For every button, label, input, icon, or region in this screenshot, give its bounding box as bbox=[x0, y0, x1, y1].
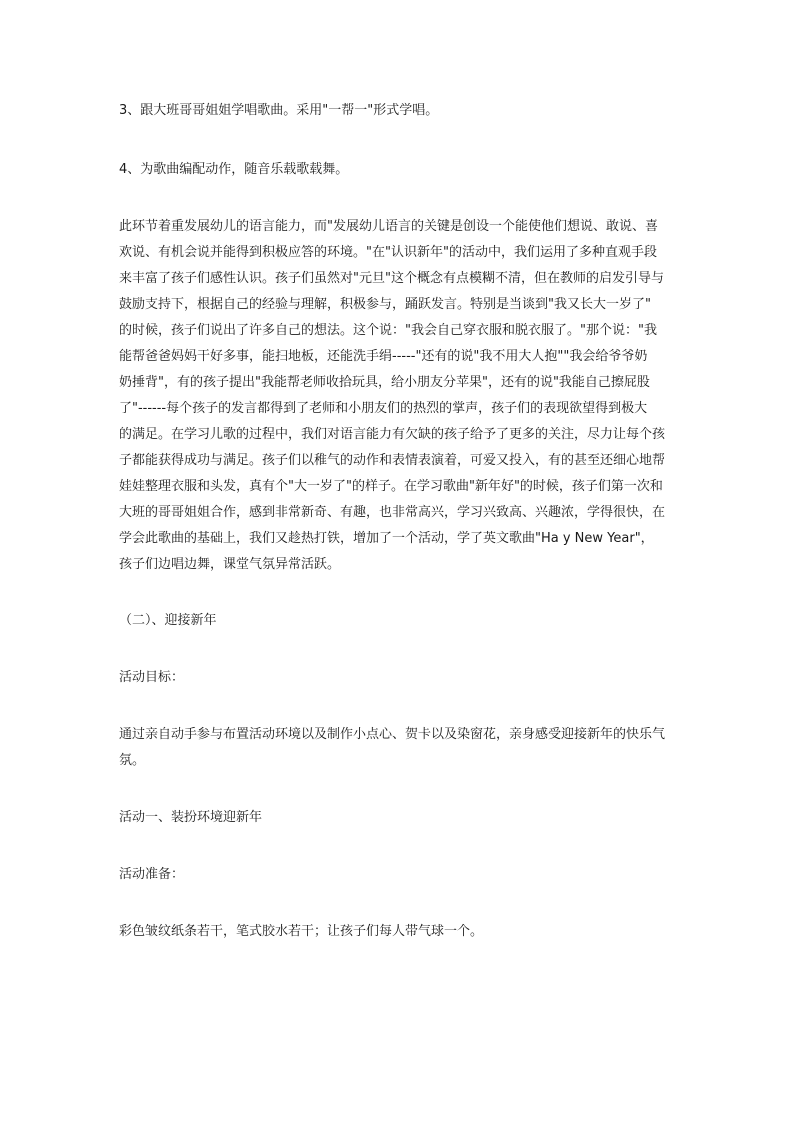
analysis-line: 的时候，孩子们说出了许多自己的想法。这个说："我会自己穿衣服和脱衣服了。"那个说："我 bbox=[119, 323, 657, 338]
analysis-line: 欢说、有机会说并能得到积极应答的环境。"在"认识新年"的活动中，我们运用了多种直观手段 bbox=[119, 245, 657, 260]
analysis-line: 了"------每个孩子的发言都得到了老师和小朋友们的热烈的掌声，孩子们的表现欲望得到极大 bbox=[119, 401, 648, 416]
prep-text: 彩色皱纹纸条若干，笔式胶水若干；让孩子们每人带气球一个。 bbox=[119, 924, 484, 939]
prep-label: 活动准备： bbox=[119, 867, 185, 882]
goal-line: 通过亲自动手参与布置活动环境以及制作小点心、贺卡以及染窗花，亲身感受迎接新年的快乐气 bbox=[119, 727, 666, 742]
analysis-line: 娃娃整理衣服和头发，真有个"大一岁了"的样子。在学习歌曲"新年好"的时候，孩子们第一次和 bbox=[119, 479, 663, 494]
analysis-line: 的满足。在学习儿歌的过程中，我们对语言能力有欠缺的孩子给予了更多的关注，尽力让每个孩 bbox=[119, 427, 666, 442]
analysis-line: 鼓励支持下，根据自己的经验与理解，积极参与，踊跃发言。特别是当谈到"我又长大一岁了" bbox=[119, 297, 651, 312]
goal-line: 氛。 bbox=[119, 753, 146, 768]
analysis-line: 子都能获得成功与满足。孩子们以稚气的动作和表情表演着，可爱又投入，有的甚至还细心地帮 bbox=[119, 453, 666, 468]
analysis-line: 孩子们边唱边舞，课堂气氛异常活跃。 bbox=[119, 557, 341, 572]
analysis-line: 来丰富了孩子们感性认识。孩子们虽然对"元旦"这个概念有点模糊不清，但在教师的启发引导与 bbox=[119, 271, 664, 286]
analysis-line: 大班的哥哥姐姐合作，感到非常新奇、有趣，也非常高兴，学习兴致高、兴趣浓，学得很快，在 bbox=[119, 505, 666, 520]
analysis-line: 奶捶背"，有的孩子提出"我能帮老师收拾玩具，给小朋友分苹果"，还有的说"我能自己擦屁股 bbox=[119, 375, 650, 390]
analysis-line: 学会此歌曲的基础上，我们又趁热打铁，增加了一个活动，学了英文歌曲"Ha y New Year"， bbox=[119, 531, 654, 546]
list-item-3: 3、跟大班哥哥姐姐学唱歌曲。采用"一帮一"形式学唱。 bbox=[119, 103, 439, 118]
list-item-4: 4、为歌曲编配动作，随音乐载歌载舞。 bbox=[119, 162, 349, 177]
analysis-line: 能帮爸爸妈妈干好多事，能扫地板，还能洗手绢-----"还有的说"我不用大人抱""我会给爷爷奶 bbox=[119, 349, 648, 364]
activity-title: 活动一、装扮环境迎新年 bbox=[119, 810, 263, 825]
section-heading: （二）、迎接新年 bbox=[119, 613, 217, 628]
analysis-line: 此环节着重发展幼儿的语言能力，而"发展幼儿语言的关键是创设一个能使他们想说、敢说、喜 bbox=[119, 219, 658, 234]
goal-label: 活动目标： bbox=[119, 670, 185, 685]
